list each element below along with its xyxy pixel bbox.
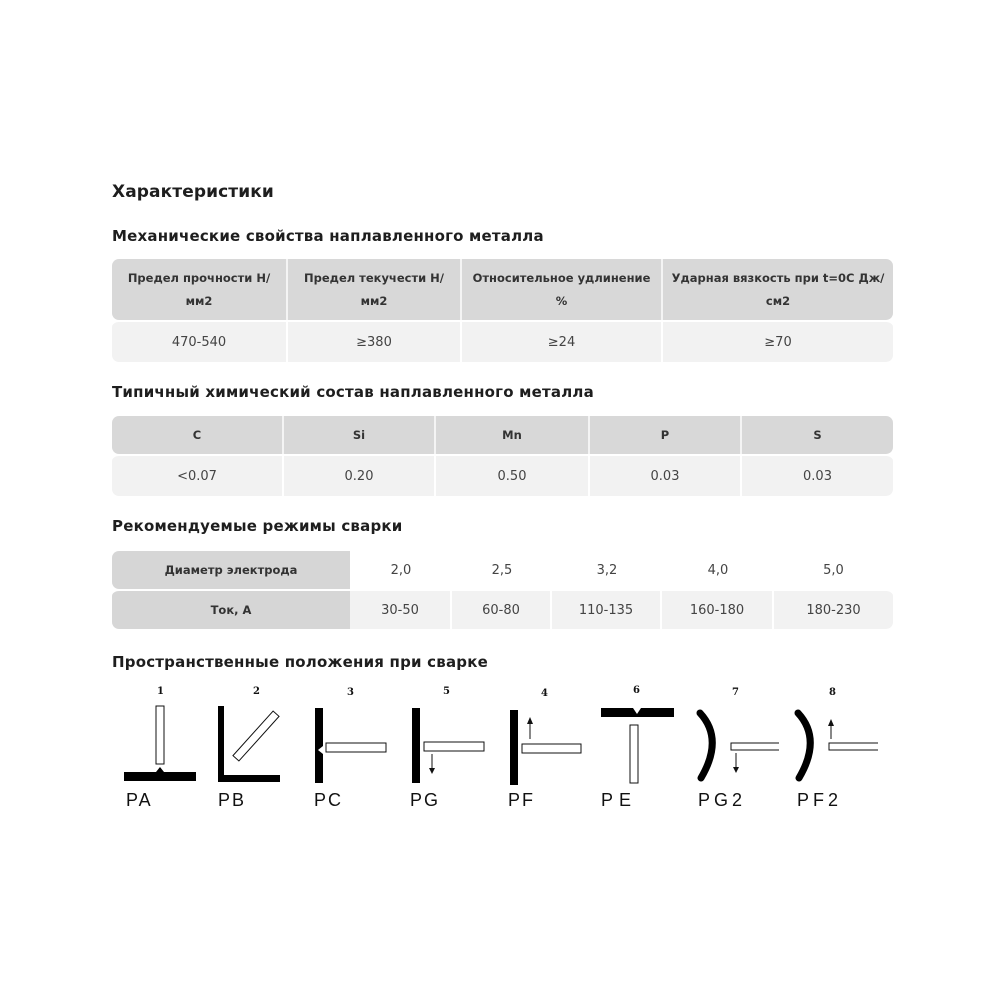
- value-c: <0.07: [112, 454, 284, 496]
- position-pf-icon: [510, 710, 581, 785]
- header-impact-toughness: Ударная вязкость при t=0C Дж/см2: [663, 259, 893, 320]
- position-label: PG: [410, 790, 441, 810]
- mechanical-heading: Механические свойства наплавленного металла: [112, 227, 544, 245]
- header-yield-strength: Предел текучести Н/ мм2: [288, 259, 462, 320]
- position-pf2-icon: [798, 713, 878, 778]
- value-yield-strength: ≥380: [288, 320, 462, 362]
- table-row: [112, 454, 893, 496]
- current-value: 30-50: [350, 589, 452, 629]
- position-label: PG2: [698, 790, 747, 810]
- position-pg-icon: [412, 708, 484, 783]
- header-si: Si: [284, 416, 436, 454]
- welding-table: [112, 551, 893, 629]
- position-number: 8: [829, 687, 836, 698]
- position-label: PB: [218, 790, 247, 810]
- value-mn: 0.50: [436, 454, 590, 496]
- position-number: 5: [443, 686, 450, 697]
- value-impact-toughness: ≥70: [663, 320, 893, 362]
- position-label: PC: [314, 790, 344, 810]
- diameter-value: 2,0: [350, 551, 452, 589]
- header-c: C: [112, 416, 284, 454]
- table-header-row: [112, 416, 893, 454]
- position-pb-icon: [218, 706, 280, 782]
- header-mn: Mn: [436, 416, 590, 454]
- position-label: PF: [508, 790, 536, 810]
- diameter-value: 5,0: [774, 551, 893, 589]
- current-value: 160-180: [662, 589, 774, 629]
- current-value: 60-80: [452, 589, 552, 629]
- value-elongation: ≥24: [462, 320, 663, 362]
- positions-heading: Пространственные положения при сварке: [112, 653, 488, 671]
- position-pe-icon: [601, 708, 674, 783]
- table-row: [112, 320, 893, 362]
- header-tensile-strength: Предел прочности Н/ мм2: [112, 259, 288, 320]
- position-pg2-icon: [700, 713, 779, 778]
- value-s: 0.03: [742, 454, 893, 496]
- diameter-label: Диаметр электрода: [112, 551, 350, 589]
- current-value: 180-230: [774, 589, 893, 629]
- position-number: 4: [541, 688, 548, 699]
- position-label: PA: [126, 790, 153, 810]
- position-number: 6: [633, 685, 640, 696]
- position-label: PF2: [797, 790, 843, 810]
- value-p: 0.03: [590, 454, 742, 496]
- value-si: 0.20: [284, 454, 436, 496]
- diameter-row: [112, 551, 893, 589]
- diameter-value: 4,0: [662, 551, 774, 589]
- position-number: 2: [253, 686, 260, 697]
- header-elongation: Относительное удлинение %: [462, 259, 663, 320]
- welding-positions-diagram: [112, 684, 892, 814]
- position-number: 3: [347, 687, 354, 698]
- diameter-value: 3,2: [552, 551, 662, 589]
- position-number: 1: [157, 686, 164, 697]
- header-s: S: [742, 416, 893, 454]
- position-pa-icon: [124, 706, 196, 781]
- current-row: [112, 589, 893, 629]
- value-tensile-strength: 470-540: [112, 320, 288, 362]
- current-label: Ток, А: [112, 589, 350, 629]
- welding-heading: Рекомендуемые режимы сварки: [112, 517, 403, 535]
- current-value: 110-135: [552, 589, 662, 629]
- chemical-heading: Типичный химический состав наплавленного металла: [112, 383, 594, 401]
- position-label: PE: [601, 790, 638, 810]
- page-title: Характеристики: [112, 182, 274, 202]
- mechanical-table: [112, 259, 893, 362]
- position-number: 7: [732, 687, 739, 698]
- header-p: P: [590, 416, 742, 454]
- diameter-value: 2,5: [452, 551, 552, 589]
- chemical-table: [112, 416, 893, 496]
- table-header-row: [112, 259, 893, 320]
- position-pc-icon: [315, 708, 386, 783]
